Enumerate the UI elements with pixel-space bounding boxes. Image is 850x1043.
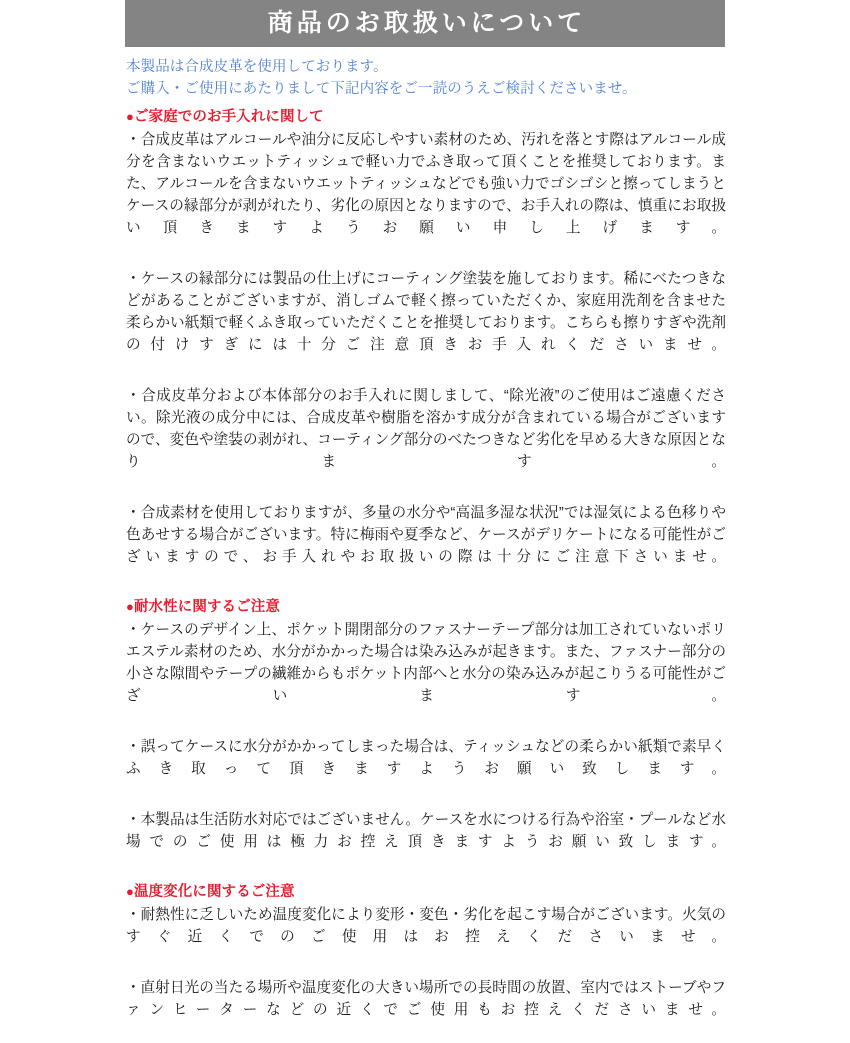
paragraph: ・ケースのデザイン上、ポケット開閉部分のファスナーテープ部分は加工されていないポリエステル素材のため、水分がかかった場合は染み込みが起きます。また、ファスナー部分の小さな隙間やテープの繊維からもポケット内部へと水分の染み込みが起こりうる可能性がございます。 — [126, 622, 726, 704]
paragraph: ・合成皮革分および本体部分のお手入れに関しまして、“除光液”のご使用はご遠慮ください。除光液の成分中には、合成皮革や樹脂を溶かす成分が含まれている場合がございますので、変色や塗装の剥がれ、コーティング部分のべたつきなど劣化を早める大きな原因となります。 — [126, 388, 726, 470]
paragraph: ・本製品は生活防水対応ではございません。ケースを水につける行為や浴室・プールなど水場でのご使用は極力お控え頂きますようお願い致します。 — [126, 812, 726, 850]
section-heading-label: ご家庭でのお手入れに関して — [133, 109, 324, 125]
bullet-dot-icon: ● — [126, 109, 134, 124]
section-home-care — [126, 106, 726, 590]
paragraph: ・耐熱性に乏しいため温度変化により変形・変色・劣化を起こす場合がございます。火気のすぐ近くでのご使用はお控えくださいませ。 — [126, 907, 726, 945]
intro-block — [126, 56, 726, 100]
section-heading-label: 耐水性に関するご注意 — [133, 599, 280, 615]
paragraph: ・誤ってケースに水分がかかってしまった場合は、ティッシュなどの柔らかい紙類で素早くふき取って頂きますようお願い致します。 — [126, 739, 726, 777]
paragraph: ・直射日光の当たる場所や温度変化の大きい場所での長時間の放置、室内ではストーブやファンヒーターなどの近くでご使用もお控えくださいませ。 — [126, 980, 726, 1018]
section-heading-label: 温度変化に関するご注意 — [133, 884, 295, 900]
bullet-dot-icon: ● — [126, 884, 134, 899]
section-heading-home-care — [126, 106, 726, 128]
section-heading-temperature-change — [126, 881, 726, 903]
bullet-dot-icon: ● — [126, 599, 134, 614]
page-header-banner — [125, 0, 725, 47]
paragraph: ・ケースの縁部分には製品の仕上げにコーティング塗装を施しております。稀にべたつきなどがあることがございますが、消しゴムで軽く擦っていただくか、家庭用洗剤を含ませた柔らかい紙類で軽くふき取っていただくことを推奨しております。こちらも擦りすぎや洗剤の付けすぎには十分ご注意頂きお手入れくださいませ。 — [126, 271, 726, 353]
section-water-resistance — [126, 596, 726, 875]
paragraph: ・合成素材を使用しておりますが、多量の水分や“高温多湿な状況”では湿気による色移りや色あせする場合がございます。特に梅雨や夏季など、ケースがデリケートになる可能性がございますので、お手入れやお取扱いの際は十分にご注意下さいませ。 — [126, 505, 726, 565]
section-temperature-change — [126, 881, 726, 1043]
paragraph: ・合成皮革はアルコールや油分に反応しやすい素材のため、汚れを落とす際はアルコール成分を含まないウエットティッシュで軽い力でふき取って頂くことを推奨しております。また、アルコールを含まないウエットティッシュなどでも強い力でゴシゴシと擦ってしまうとケースの縁部分が剥がれたり、劣化の原因となりますので、お手入れの際は、慎重にお取扱い頂きますようお願い申し上げます。 — [126, 132, 726, 236]
section-heading-water-resistance — [126, 596, 726, 618]
page-title: 商品のお取扱いについて — [267, 9, 587, 37]
document-content — [126, 56, 726, 1043]
intro-line-1: 本製品は合成皮革を使用しております。 — [126, 59, 388, 75]
intro-line-2: ご購入・ご使用にあたりまして下記内容をご一読のうえご検討くださいませ。 — [126, 81, 637, 97]
